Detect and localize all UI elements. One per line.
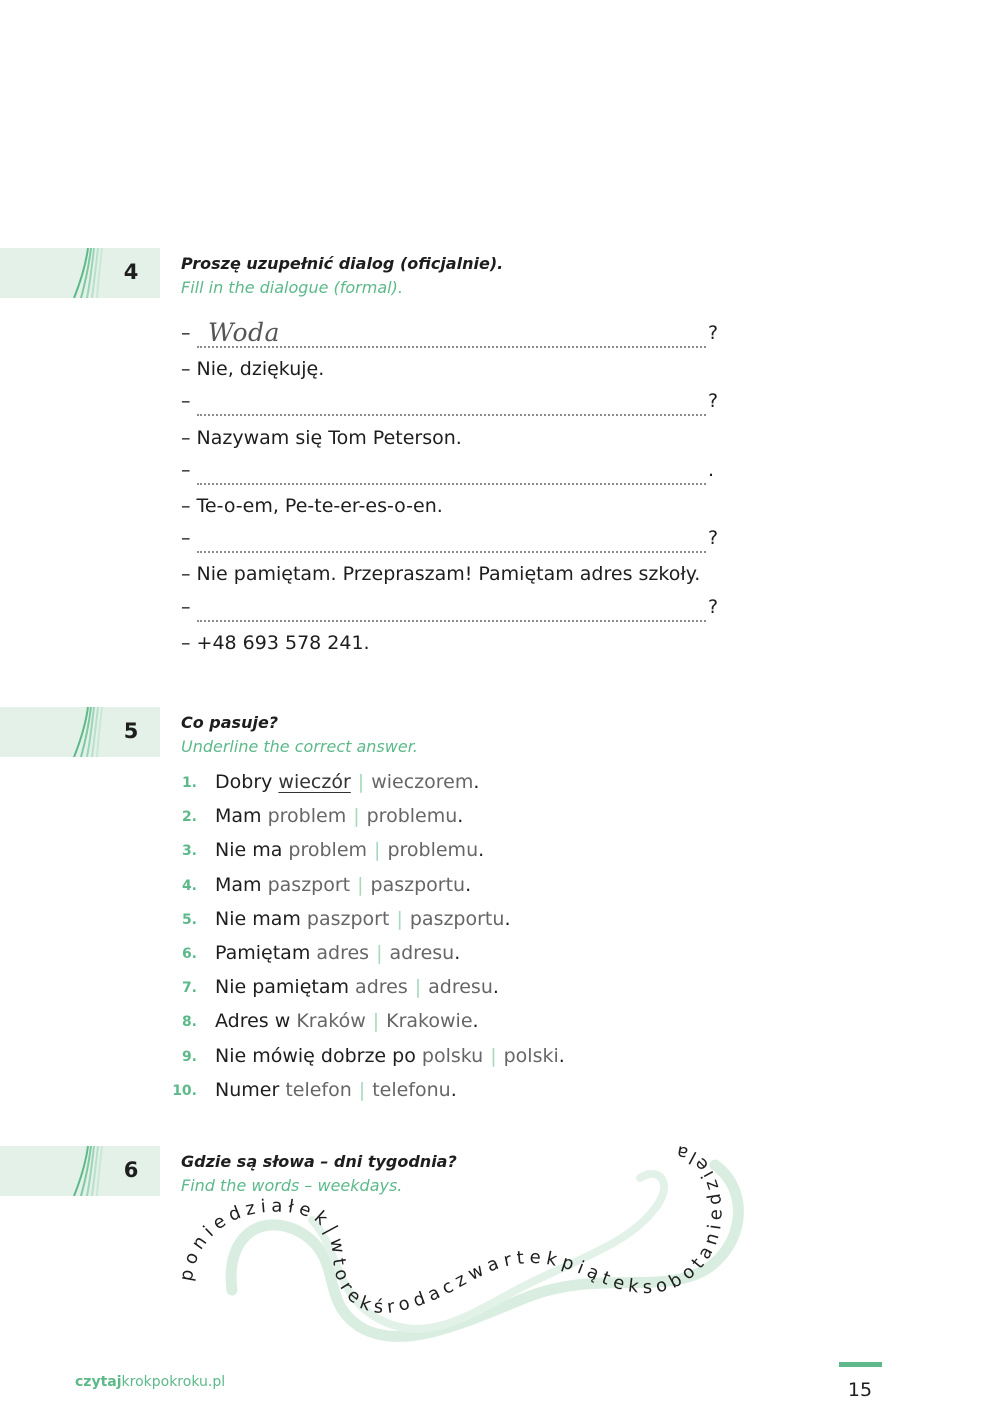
option-b[interactable]: paszportu (370, 873, 466, 896)
sentence-end: . (457, 805, 464, 828)
option-separator: | (374, 839, 381, 862)
dash-mark: – (181, 458, 191, 481)
item-number: 2. (181, 809, 197, 826)
option-separator: | (358, 1078, 366, 1101)
website-name-bold: czytaj (75, 1374, 122, 1390)
letter-snake: poniedziałek|wtorekśrodaczwartekpiąteksobotaniedziela (175, 1139, 727, 1319)
option-separator: | (376, 941, 383, 964)
option-separator: | (396, 907, 403, 930)
item-number: 10. (172, 1082, 197, 1099)
option-a[interactable]: paszport (306, 907, 390, 930)
option-a[interactable]: wieczór (278, 771, 351, 793)
dash-mark: – (181, 595, 191, 618)
sentence-end: . (478, 839, 485, 862)
line-end-punctuation: ? (708, 527, 719, 550)
dialogue-line: – Te-o-em, Pe-te-er-es-o-en. (181, 494, 443, 517)
option-b[interactable]: polski (503, 1044, 559, 1067)
handwritten-answer: Woda (208, 318, 280, 347)
exercise-subtitle: Fill in the dialogue (formal). (181, 278, 403, 297)
option-b[interactable]: problemu (387, 839, 479, 862)
option-a[interactable]: problem (267, 805, 347, 828)
exercise-subtitle: Find the words – weekdays. (181, 1176, 403, 1195)
item-number: 5. (181, 911, 197, 928)
exercise-title: Gdzie są słowa – dni tygodnia? (181, 1152, 457, 1171)
option-a[interactable]: adres (355, 976, 408, 999)
option-b[interactable]: adresu (428, 976, 493, 999)
page-number-accent-bar (839, 1362, 882, 1367)
option-separator: | (414, 976, 422, 999)
sentence-prefix: Mam (215, 805, 268, 828)
option-a[interactable]: Kraków (296, 1010, 366, 1033)
exercise-number: 5 (123, 719, 139, 743)
exercise-subtitle: Underline the correct answer. (181, 737, 418, 756)
option-b[interactable]: Krakowie (386, 1010, 473, 1033)
dialogue-line: – Nie pamiętam. Przepraszam! Pamiętam adres szkoły. (181, 563, 701, 586)
dialogue-line: – Nie, dziękuję. (181, 358, 325, 381)
option-a[interactable]: adres (316, 941, 370, 964)
option-a[interactable]: polsku (421, 1044, 484, 1067)
option-b[interactable]: telefonu (372, 1078, 451, 1101)
sentence-end: . (558, 1044, 565, 1067)
sentence-prefix: Nie mam (215, 907, 307, 930)
sentence-end: . (472, 1010, 479, 1033)
option-separator: | (353, 805, 360, 828)
sentence-prefix: Pamiętam (215, 941, 317, 964)
exercise-title: Proszę uzupełnić dialog (oficjalnie). (181, 254, 504, 273)
dialogue-line: – Nazywam się Tom Peterson. (181, 426, 462, 449)
exercise-number: 6 (123, 1158, 139, 1182)
dash-mark: – (181, 527, 191, 550)
sentence-end: . (450, 1078, 457, 1101)
sentence-end: . (465, 873, 472, 896)
sentence-end: . (504, 907, 511, 930)
option-a[interactable]: problem (288, 839, 368, 862)
item-number: 6. (181, 945, 197, 962)
item-number: 8. (181, 1014, 197, 1031)
dash-mark: – (181, 390, 191, 413)
option-b[interactable]: problemu (366, 805, 458, 828)
item-number: 9. (181, 1048, 197, 1065)
option-b[interactable]: adresu (389, 941, 455, 964)
sentence-prefix: Nie ma (215, 839, 289, 862)
sentence-end: . (454, 941, 461, 964)
line-end-punctuation: ? (708, 390, 719, 413)
page-number: 15 (847, 1379, 873, 1401)
option-a[interactable]: telefon (285, 1078, 352, 1101)
line-end-punctuation: ? (708, 595, 719, 618)
dash-mark: – (181, 322, 191, 344)
item-number: 3. (181, 843, 197, 860)
sentence-prefix: Nie mówię dobrze po (215, 1044, 422, 1067)
exercise-number: 4 (123, 260, 139, 284)
sentence-prefix: Mam (215, 873, 268, 896)
line-end-punctuation: . (708, 458, 715, 481)
sentence-prefix: Dobry (215, 771, 279, 793)
item-number: 7. (181, 980, 197, 997)
sentence-prefix: Numer (215, 1078, 286, 1101)
sentence-end: . (473, 771, 480, 793)
sentence-prefix: Adres w (215, 1010, 297, 1033)
website-footer[interactable] (75, 1374, 225, 1390)
option-separator: | (357, 771, 365, 793)
exercise-title: Co pasuje? (181, 713, 279, 732)
option-separator: | (372, 1010, 380, 1033)
option-separator: | (357, 873, 364, 896)
option-b[interactable]: paszportu (409, 907, 505, 930)
option-a[interactable]: paszport (267, 873, 351, 896)
sentence-prefix: Nie pamiętam (215, 976, 356, 999)
option-b[interactable]: wieczorem (371, 771, 474, 793)
sentence-end: . (492, 976, 499, 999)
option-separator: | (490, 1044, 497, 1067)
website-name-rest: krokpokroku.pl (121, 1374, 226, 1390)
item-number: 4. (181, 877, 197, 894)
item-number: 1. (181, 775, 197, 791)
line-end-punctuation: ? (708, 322, 719, 344)
dialogue-line: – +48 693 578 241. (181, 631, 370, 654)
